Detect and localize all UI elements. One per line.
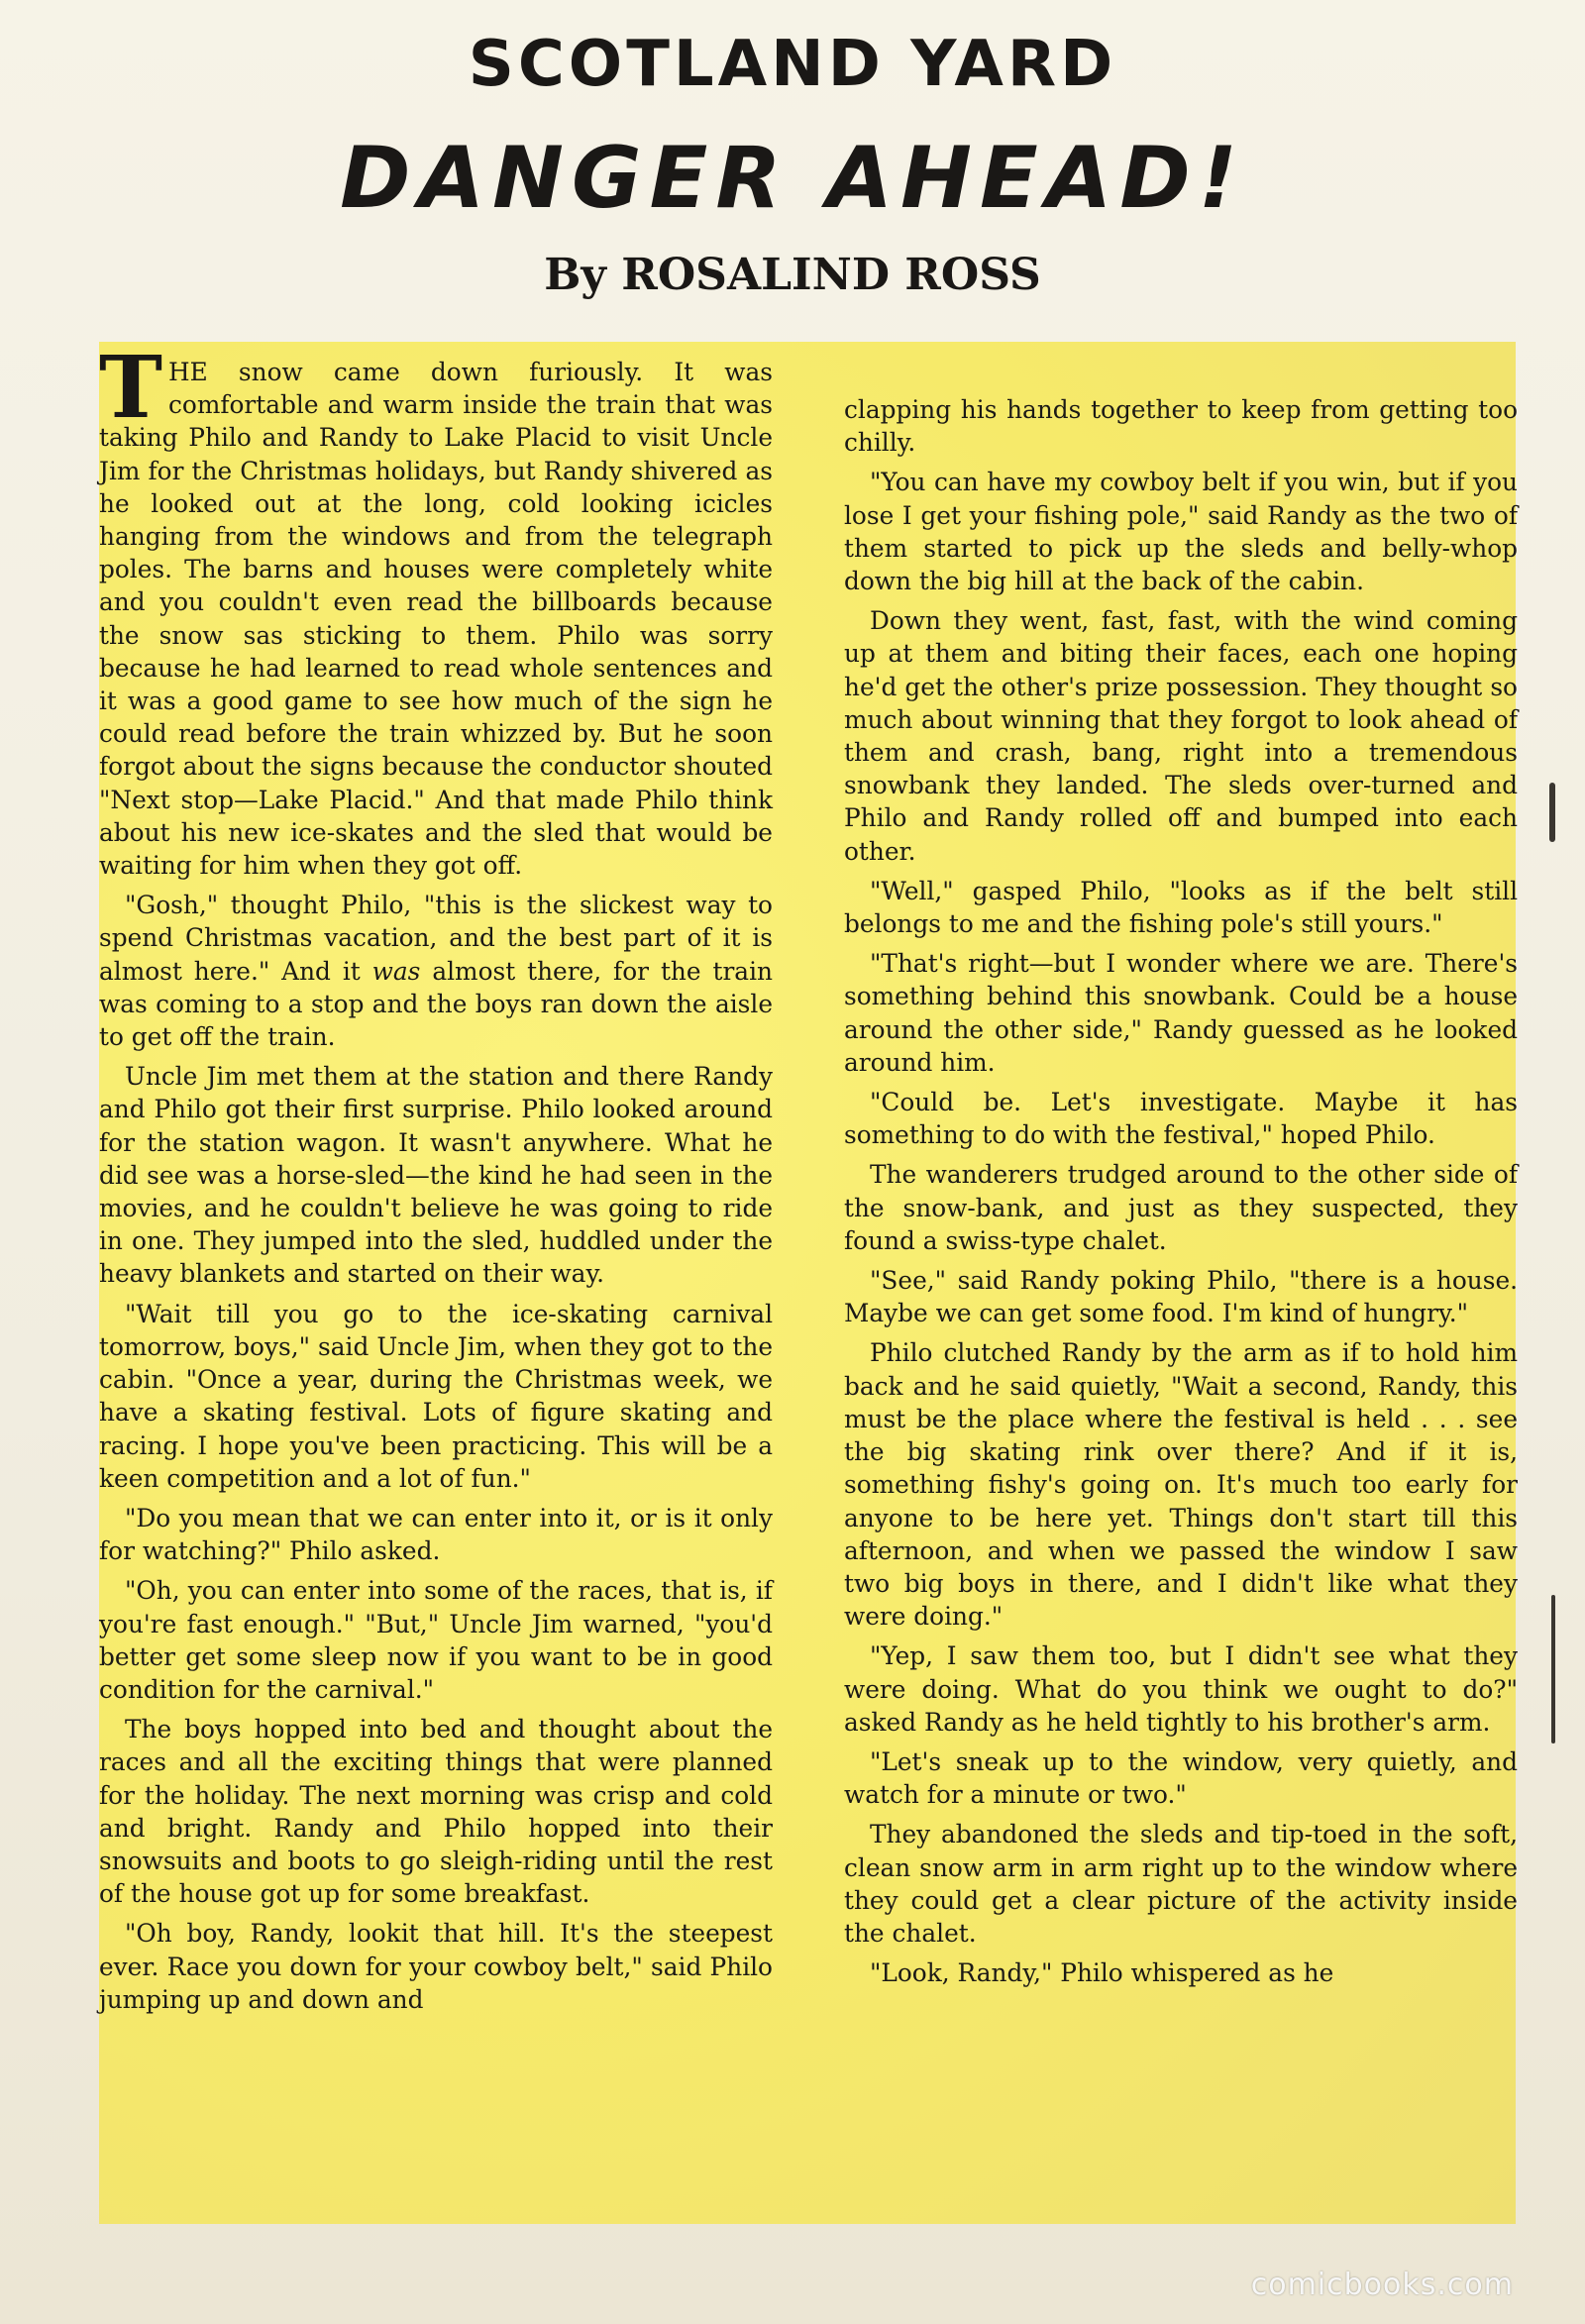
- paragraph: The wanderers trudged around to the other side of the snow-bank, and just as they suspected, they found a swiss-type chalet.: [844, 1160, 1518, 1255]
- paragraph: "Could be. Let's investigate. Maybe it has something to do with the festival," hoped Philo.: [844, 1088, 1518, 1150]
- staple-mark: [1549, 783, 1555, 842]
- left-column: [99, 338, 773, 2023]
- paragraph: "Look, Randy," Philo whispered as he: [870, 1958, 1334, 1988]
- paragraph: Uncle Jim met them at the station and there Randy and Philo got their first surprise. Philo looked around for the station wagon. It wasn't anywhere. What he did see was a horse-sled—the kind he had seen in the movies, and he couldn't believe he was going to ride in one. They jumped into the sled, huddled under the heavy blankets and started on their way.: [99, 1062, 773, 1289]
- paragraph: [99, 889, 773, 1053]
- drop-cap-rest: HE: [168, 358, 208, 386]
- paragraph: "You can have my cowboy belt if you win, but if you lose I get your fishing pole," said Randy as the two of them started to pick up the sleds and belly-whop down the big hill at the back of the cabin.: [844, 468, 1518, 596]
- watermark: comicbooks.com: [1250, 2268, 1514, 2302]
- paragraph: "That's right—but I wonder where we are. There's something behind this snowbank. Could be a house around the other side," Randy guessed as he looked around him.: [844, 949, 1518, 1077]
- paragraph: Down they went, fast, fast, with the wind coming up at them and biting their faces, each one hoping he'd get the other's prize possession. They thought so much about winning that they forgot to look ahead of them and crash, bang, right into a tremendous snowbank they landed. The sleds over-turned and Philo and Randy rolled off and bumped into each other.: [844, 606, 1518, 866]
- paragraph: "See," said Randy poking Philo, "there is a house. Maybe we can get some food. I'm kind of hungry.": [844, 1266, 1518, 1328]
- drop-cap: T: [99, 338, 162, 438]
- paragraph: "Oh boy, Randy, lookit that hill. It's the steepest ever. Race you down for your cowboy belt," said Philo jumping up and down and: [99, 1919, 773, 2014]
- paragraph: [99, 338, 773, 882]
- paragraph: "Do you mean that we can enter into it, or is it only for watching?" Philo asked.: [99, 1503, 773, 1566]
- paragraph: "Let's sneak up to the window, very quietly, and watch for a minute or two.": [844, 1746, 1518, 1810]
- paragraph: "Oh, you can enter into some of the races, that is, if you're fast enough." "But," Uncle Jim warned, "you'd better get some sleep now if you want to be in good condition for the carnival.": [99, 1576, 773, 1704]
- paragraph-text: almost there, for the train was coming to a stop and the boys ran down the aisle to get off the train.: [99, 956, 773, 1052]
- paragraph: "Well," gasped Philo, "looks as if the belt still belongs to me and the fishing pole's still yours.": [844, 876, 1518, 939]
- paragraph: Philo clutched Randy by the arm as if to hold him back and he said quietly, "Wait a second, Randy, this must be the place where the festival is held . . . see the big skating rink over there? And if it is, something fishy's going on. It's much too early for anyone to be here yet. Things don't start till this afternoon, and when we passed the window I saw two big boys in there, and I didn't like what they were doing.": [844, 1338, 1518, 1632]
- byline: By ROSALIND ROSS: [544, 250, 1041, 300]
- paragraph-text: "Gosh," thought Philo, "this is the slickest way to spend Christmas vacation, and the best part of it is almost here." And it: [99, 891, 773, 986]
- feature-title: SCOTLAND YARD: [468, 28, 1117, 101]
- paragraph: "Wait till you go to the ice-skating carnival tomorrow, boys," said Uncle Jim, when they got to the cabin. "Once a year, during the Christmas week, we have a skating festival. Lots of figure skating and racing. I hope you've been practicing. This will be a keen competition and a lot of fun.": [99, 1299, 773, 1493]
- emphasis-text: was: [371, 956, 421, 986]
- paragraph-text: snow came down furiously. It was comfortable and warm inside the train that was taking Philo and Randy to Lake Placid to visit Uncle Jim for the Christmas holidays, but Randy shivered as he looked out at the long, cold looking icicles hanging from the windows and from the telegraph poles. The barns and houses were completely white and you couldn't even read the billboards because the snow sas sticking to them. Philo was sorry because he had learned to read whole sentences and it was a good game to see how much of the sign he could read before the train whizzed by. But he soon forgot about the signs because the conductor shouted "Next stop—Lake Placid." And that made Philo think about his new ice-skates and the sled that would be waiting for him when they got off.: [99, 358, 773, 881]
- story-title: DANGER AHEAD!: [340, 129, 1245, 228]
- right-column: [844, 342, 1518, 1996]
- paragraph: The boys hopped into bed and thought about the races and all the exciting things that were planned for the holiday. The next morning was crisp and cold and bright. Randy and Philo hopped into their snowsuits and boots to go sleigh-riding until the rest of the house got up for some breakfast.: [99, 1715, 773, 1909]
- paragraph: clapping his hands together to keep from getting too chilly.: [844, 395, 1518, 458]
- story-text-panel: [99, 338, 1518, 2224]
- staple-mark: [1551, 1595, 1555, 1743]
- paragraph: "Yep, I saw them too, but I didn't see what they were doing. What do you think we ought to do?" asked Randy as he held tightly to his brother's arm.: [844, 1641, 1518, 1737]
- paragraph: They abandoned the sleds and tip-toed in the soft, clean snow arm in arm right up to the window where they could get a clear picture of the activity inside the chalet.: [844, 1820, 1518, 1948]
